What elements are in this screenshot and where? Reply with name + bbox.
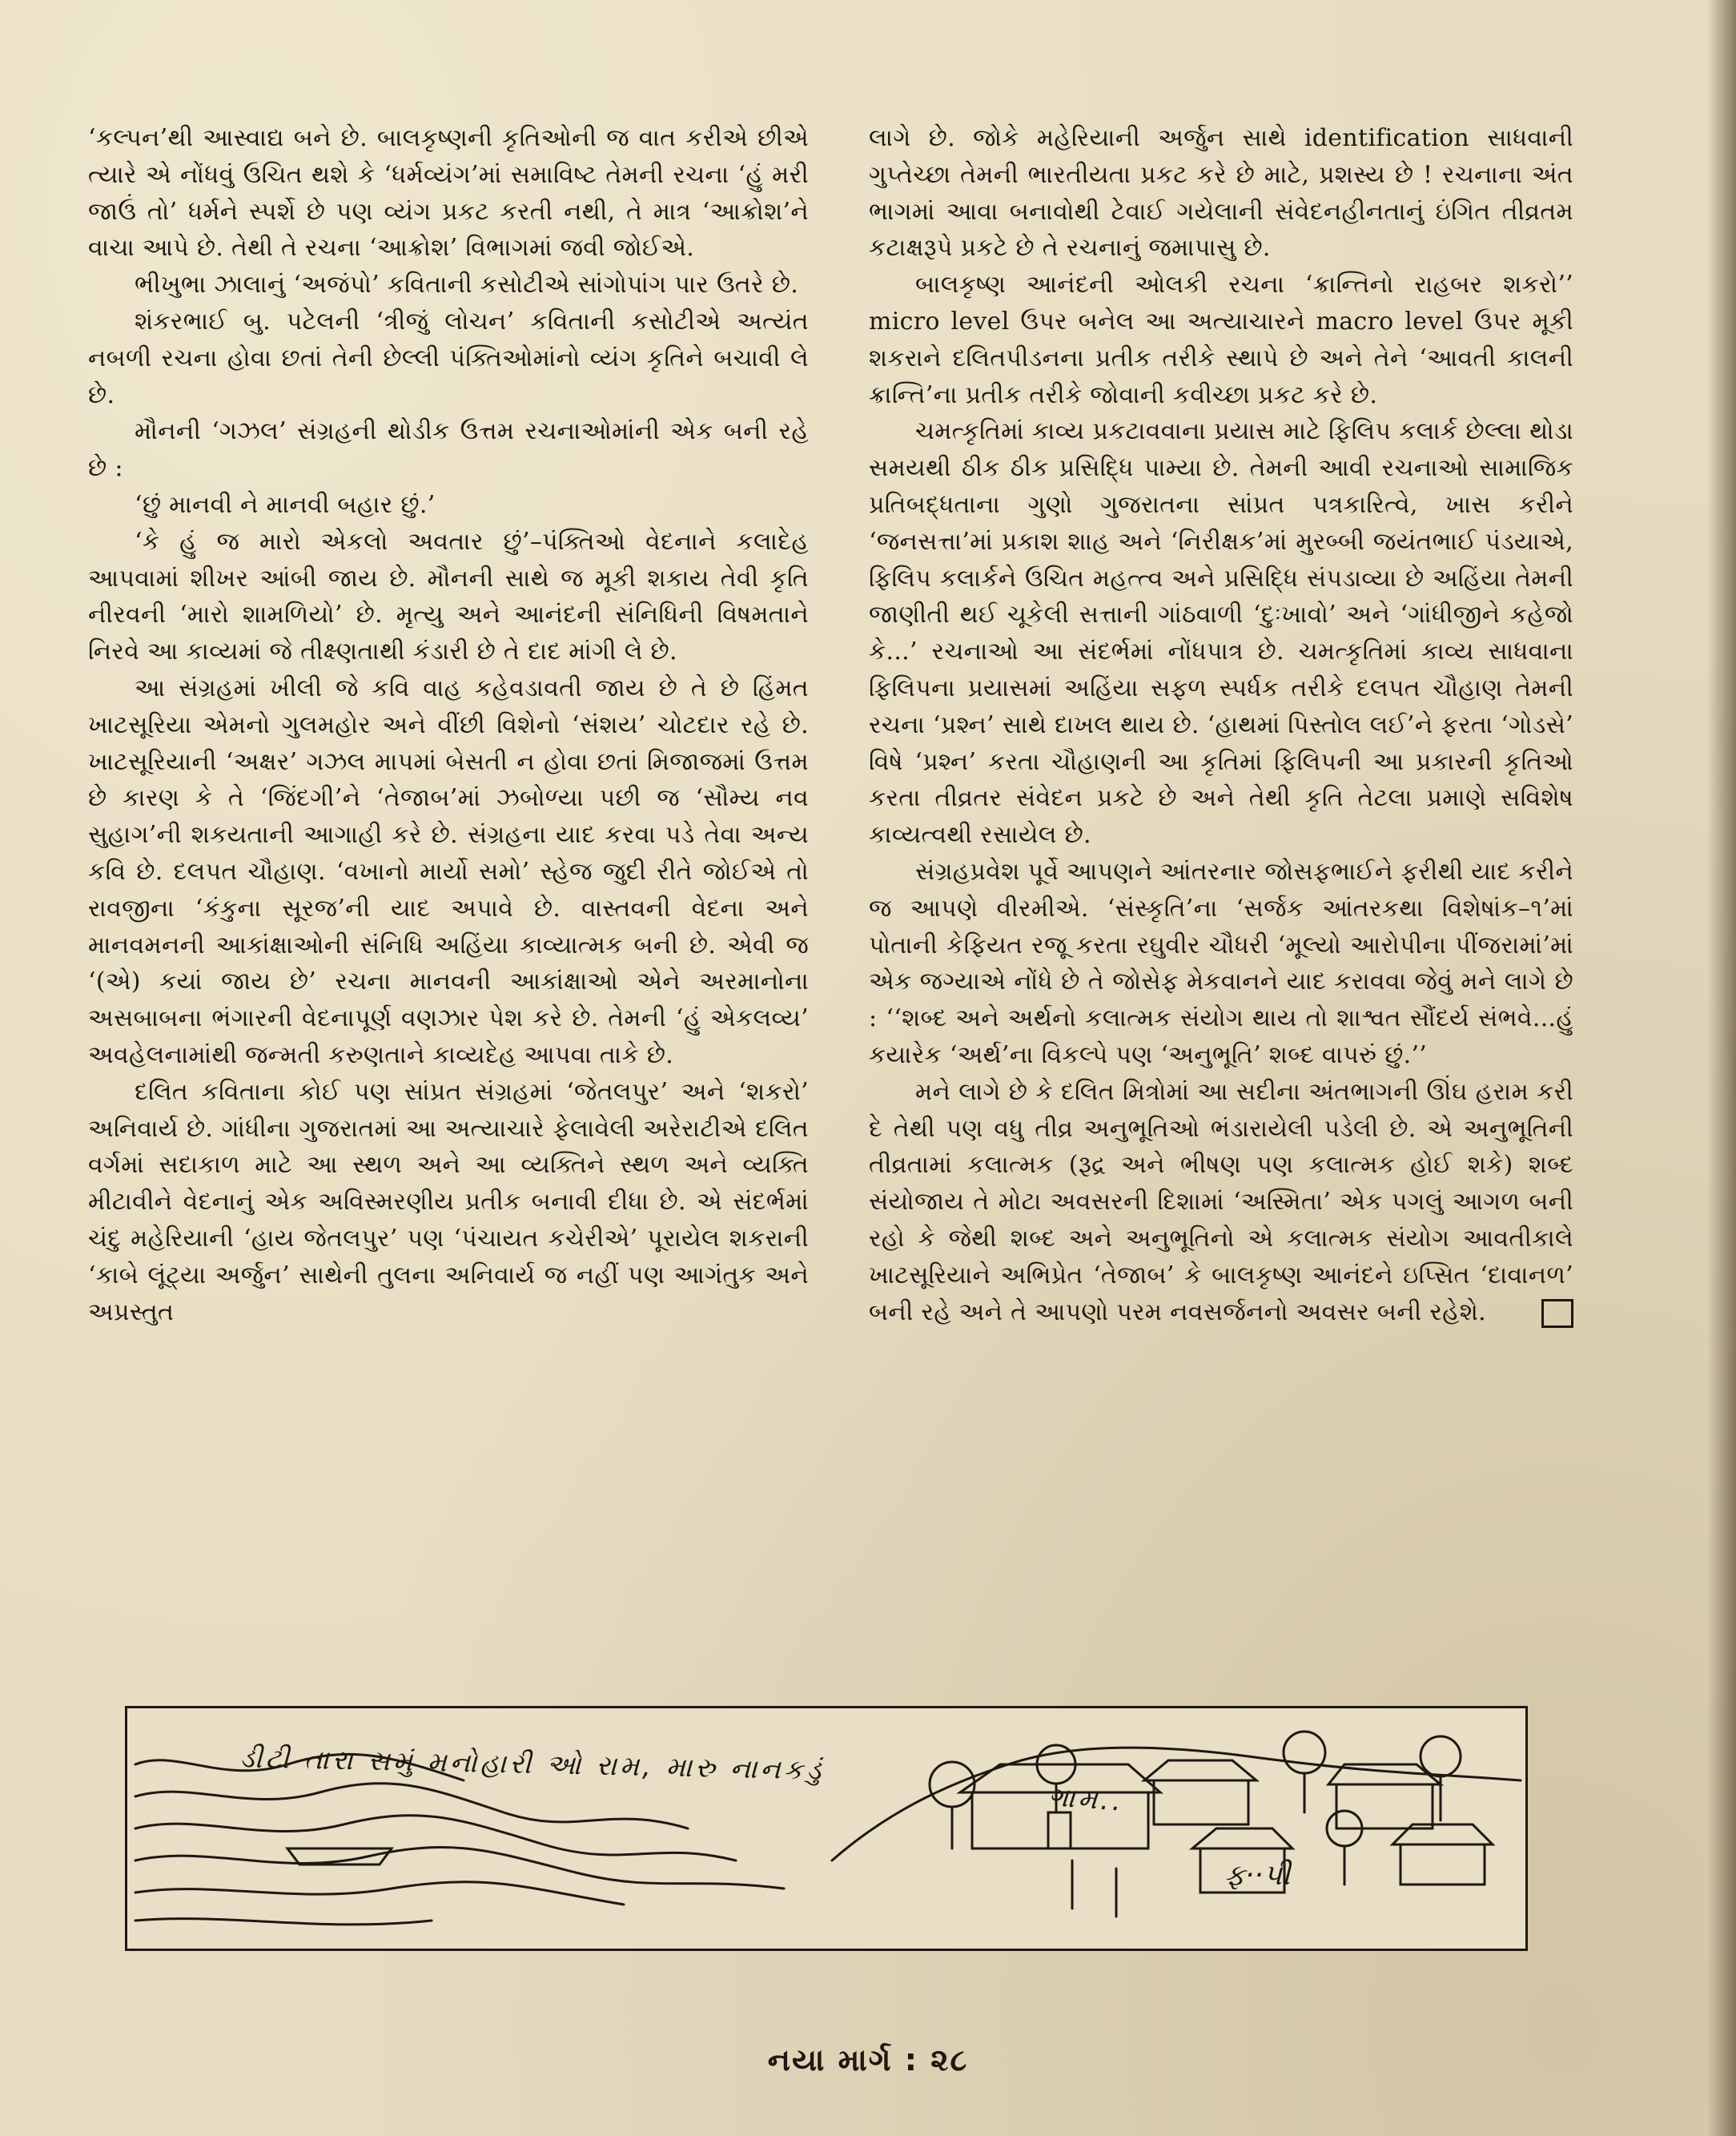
paragraph: બાલકૃષ્ણ આનંદની ઓલકી રચના ‘ક્રાન્તિનો રાહબર શકરો’’ micro level ઉપર બનેલ આ અત્યાચારને macro level ઉપર મૂકી શકરાને દલિતપીડનના પ્રતીક તરીકે સ્થાપે છે અને તેને ‘આવતી કાલની ક્રાન્તિ’ના પ્રતીક તરીકે જોવાની કવીચ્છા પ્રકટ કરે છે.	[869, 271, 1573, 409]
right-text-column	[869, 120, 1573, 1330]
end-mark-icon	[1541, 1299, 1573, 1328]
quoted-line: ‘છું માનવી ને માનવી બહાર છું.’	[135, 490, 436, 519]
paragraph: ‘કે હું જ મારો એકલો અવતાર છું’–પંક્તિઓ વેદનાને કલાદેહ આપવામાં શીખર આંબી જાય છે. મૌનની સાથે જ મૂકી શકાય તેવી કૃતિ નીરવની ‘મારો શામળિયો’ છે. મૃત્યુ અને આનંદની સંનિધિની વિષમતાને નિરવે આ કાવ્યમાં જે તીક્ષ્ણતાથી કંડારી છે તે દાદ માંગી લે છે.	[88, 527, 809, 666]
paragraph: સંગ્રહપ્રવેશ પૂર્વે આપણને આંતરનાર જોસફભાઈને ફરીથી યાદ કરીને જ આપણે વીરમીએ. ‘સંસ્કૃતિ’ના ‘સર્જક આંતરકથા વિશેષાંક–૧’માં પોતાની કેફિયત રજૂ કરતા રઘુવીર ચૌધરી ‘મૂલ્યો આરોપીના પીંજરામાં’માં એક જગ્યાએ નોંધે છે તે જોસેફ મેકવાનને યાદ કરાવવા જેવું મને લાગે છે : ‘‘શબ્દ અને અર્થનો કલાત્મક સંયોગ થાય તો શાશ્વત સૌંદર્ય સંભવે...હું કયારેક ‘અર્થ’ના વિકલ્પે પણ ‘અનુભૂતિ’ શબ્દ વાપરું છું.’’	[869, 857, 1573, 1069]
paragraph: લાગે છે. જોકે મહેરિયાની અર્જુન સાથે identification સાધવાની ગુપ્તેચ્છા તેમની ભારતીયતા પ્રકટ કરે છે માટે, પ્રશસ્ય છે ! રચનાના અંત ભાગમાં આવા બનાવોથી ટેવાઈ ગયેલાની સંવેદનહીનતાનું ઇંગિત તીવ્રતમ કટાક્ષરૂપે પ્રકટે છે તે રચનાનું જમાપાસુ છે.	[869, 124, 1573, 263]
paragraph: મૌનની ‘ગઝલ’ સંગ્રહની થોડીક ઉત્તમ રચનાઓમાંની એક બની રહે છે :	[88, 417, 809, 483]
paragraph: ‘કલ્પન’થી આસ્વાદ્ય બને છે. બાલકૃષ્ણની કૃતિઓની જ વાત કરીએ છીએ ત્યારે એ નોંધવું ઉચિત થશે કે ‘ધર્મવ્યંગ’માં સમાવિષ્ટ તેમની રચના ‘હું મરી જાઉં તો’ ધર્મને સ્પર્શે છે પણ વ્યંગ પ્રકટ કરતી નથી, તે માત્ર ‘આક્રોશ’ને વાચા આપે છે. તેથી તે રચના ‘આક્રોશ’ વિભાગમાં જવી જોઈએ.	[88, 124, 809, 263]
illustration-caption: ડીટી તારા સમું મનોહારી ઓ રામ, મારુ નાનકડું	[239, 1742, 825, 1787]
paragraph-text: મને લાગે છે કે દલિત મિત્રોમાં આ સદીના અંતભાગની ઊંઘ હરામ કરી દે તેથી પણ વધુ તીવ્ર અનુભૂતિઓ ભંડારાયેલી પડેલી છે. એ અનુભૂતિની તીવ્રતામાં કલાત્મક (રૂદ્ર અને ભીષણ પણ કલાત્મક હોઈ શકે) શબ્દ સંયોજાય તે મોટા અવસરની દિશામાં ‘અસ્મિતા’ એક પગલું આગળ બની રહો કે જેથી શબ્દ અને અનુભૂતિનો એ કલાત્મક સંયોગ આવતીકાલે ખાટસૂરિયાને અભિપ્રેત ‘તેજાબ’ કે બાલકૃષ્ણ આનંદને ઇપ્સિત ‘દાવાનળ’ બની રહે અને તે આપણો પરમ નવસર્જનનો અવસર બની રહેશે.	[869, 1077, 1573, 1326]
paragraph: શંકરભાઈ બુ. પટેલની ‘ત્રીજું લોચન’ કવિતાની કસોટીએ અત્યંત નબળી રચના હોવા છતાં તેની છેલ્લી પંક્તિઓમાંનો વ્યંગ કૃતિને બચાવી લે છે.	[88, 307, 809, 409]
paragraph: આ સંગ્રહમાં ખીલી જે કવિ વાહ કહેવડાવતી જાય છે તે છે હિંમત ખાટસૂરિયા એમનો ગુલમહોર અને વીંછી વિશેનો ‘સંશય’ ચોટદાર રહે છે. ખાટસૂરિયાની ‘અક્ષર’ ગઝલ માપમાં બેસતી ન હોવા છતાં મિજાજમાં ઉત્તમ છે કારણ કે તે ‘જિંદગી’ને ‘તેજાબ’માં ઝબોળ્યા પછી જ ‘સૌમ્ય નવ સુહાગ’ની શકયતાની આગાહી કરે છે. સંગ્રહના યાદ કરવા પડે તેવા અન્ય કવિ છે. દલપત ચૌહાણ. ‘વખાનો માર્યો સમો’ સ્હેજ જુદી રીતે જોઈએ તો રાવજીના ‘કંકુના સૂરજ’ની યાદ અપાવે છે. વાસ્તવની વેદના અને માનવમનની આકાંક્ષાઓની સંનિધિ અહિંયા કાવ્યાત્મક બની છે. એવી જ ‘(એ) કયાં જાય છે’ રચના માનવની આકાંક્ષાઓ એને અરમાનોના અસબાબના ભંગારની વેદનાપૂર્ણ વણઝાર પેશ કરે છે. તેમની ‘હું એકલવ્ય’ અવહેલનામાંથી જન્મતી કરુણતાને કાવ્યદેહ આપવા તાકે છે.	[88, 674, 809, 1069]
left-text-column	[88, 120, 809, 1330]
paragraph: ચમત્કૃતિમાં કાવ્ય પ્રકટાવવાના પ્રયાસ માટે ફિલિપ કલાર્ક છેલ્લા થોડા સમયથી ઠીક ઠીક પ્રસિદ્ધિ પામ્યા છે. તેમની આવી રચનાઓ સામાજિક પ્રતિબદ્ધતાના ગુણો ગુજરાતના સાંપ્રત પત્રકારિત્વે, ખાસ કરીને ‘જનસત્તા’માં પ્રકાશ શાહ અને ‘નિરીક્ષક’માં મુરબ્બી જયંતભાઈ પંડયાએ, ફિલિપ કલાર્કને ઉચિત મહત્ત્વ અને પ્રસિદ્ધિ સંપડાવ્યા છે અહિંયા તેમની જાણીતી થઈ ચૂકેલી સત્તાની ગાંઠવાળી ‘દુઃખાવો’ અને ‘ગાંધીજીને કહેજો કે...’ રચનાઓ આ સંદર્ભમાં નોંધપાત્ર છે. ચમત્કૃતિમાં કાવ્ય સાધવાના ફિલિપના પ્રયાસમાં અહિંયા સફળ સ્પર્ધક તરીકે દલપત ચૌહાણ તેમની રચના ‘પ્રશ્ન’ સાથે દાખલ થાય છે. ‘હાથમાં પિસ્તોલ લઈ’ને ફરતા ‘ગોડસે’ વિષે ‘પ્રશ્ન’ કરતા ચૌહાણની આ કૃતિમાં ફિલિપની આ પ્રકારની કૃતિઓ કરતા તીવ્રતર સંવેદન પ્રકટે છે અને તેથી કૃતિ તેટલા પ્રમાણે સવિશેષ કાવ્યત્વથી રસાયેલ છે.	[869, 417, 1574, 850]
village-illustration	[125, 1706, 1528, 1951]
page-footer: નયા માર્ગ : ૨૮	[767, 2042, 969, 2078]
paragraph: ભીખુભા ઝાલાનું ‘અજંપો’ કવિતાની કસોટીએ સાંગોપાંગ પાર ઉતરે છે.	[135, 271, 799, 300]
artist-signature: ફ··પી	[1224, 1859, 1291, 1892]
page-edge-shadow	[1707, 0, 1736, 2136]
illustration-caption-end: ગામ..	[1047, 1780, 1126, 1818]
paragraph: દલિત કવિતાના કોઈ પણ સાંપ્રત સંગ્રહમાં ‘જેતલપુર’ અને ‘શકરો’ અનિવાર્ય છે. ગાંધીના ગુજરાતમાં આ અત્યાચારે ફેલાવેલી અરેરાટીએ દલિત વર્ગમાં સદાકાળ માટે આ સ્થળ અને આ વ્યક્તિને સ્થળ અને વ્યક્તિ મીટાવીને વેદનાનું એક અવિસ્મરણીય પ્રતીક બનાવી દીધા છે. એ સંદર્ભમાં ચંદુ મહેરિયાની ‘હાય જેતલપુર’ પણ ‘પંચાયત કચેરીએ’ પૂરાયેલ શકરાની ‘કાબે લૂંટ્યા અર્જુન’ સાથેની તુલના અનિવાર્ય જ નહીં પણ આગંતુક અને અપ્રસ્તુત	[88, 1077, 809, 1326]
paragraph-final	[869, 1074, 1573, 1331]
